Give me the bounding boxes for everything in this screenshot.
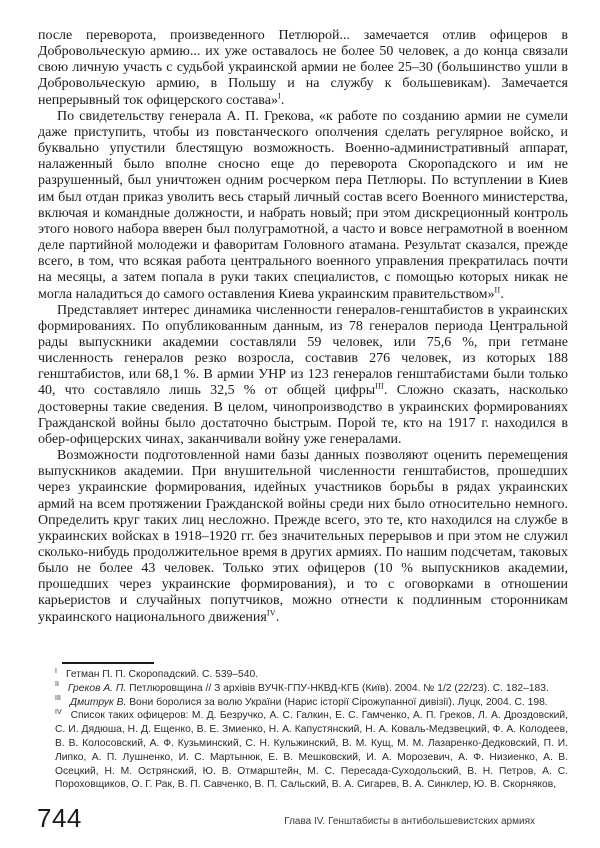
footnote-marker: I <box>55 667 57 675</box>
body-text <box>38 28 568 626</box>
footnote-reference: I <box>277 90 281 100</box>
paragraph: Возможности подготовленной нами базы данных позволяют оценить перемещения выпускников академии. При внушительной численности генштабистов, прошедших через украинские формирования, идейных участников борьбы в рядах украинских армий на всем протяжении Гражданской войны среди них было относительно немного. Определить круг таких лиц несложно. Прежде всего, это те, кто находился на службе в украинских войсках в 1918–1920 гг. без значительных перерывов и при этом не служил сколько-нибудь продолжительное время в других армиях. По нашим подсчетам, таковых было не более 43 человек. Только этих офицеров (10 % выпускников академии, прошедших через украинские формирования), и то с оговорками в отношении карьеристов и случайных попутчиков, можно отнести к подлинным сторонникам украинского национального движения$^{IV}$. <box>38 448 568 625</box>
paragraph: после переворота, произведенного Петлюрой... замечается отлив офицеров в Добровольческую армию... их уже оставалось не более 50 человек, а до конца связали свою личную участь с судьбой украинской армии не более 25–30 (большинство ушли в Добровольческую армию, в Польшу и на службу к большевикам). Замечается непрерывный ток офицерского состава»$^I$. <box>38 28 568 108</box>
footnote-separator-rule <box>62 662 154 664</box>
page-number: 744 <box>37 803 82 833</box>
footnote-marker: II <box>55 681 59 689</box>
running-title: Глава IV. Генштабисты в антибольшевистских армиях <box>284 816 535 827</box>
footnote-reference: II <box>494 284 501 294</box>
italic-text: Дмитрук В. <box>69 696 127 708</box>
footnote: $^{IV}$ Список таких офицеров: М. Д. Безручко, А. С. Галкин, Е. С. Гамченко, А. П. Греков, Л. А. Дроздовский, С. И. Дядюша, Н. Д. Ещенко, В. Е. Змиенко, Н. А. Капустянский, Н. А. Коваль-Медзвецкий, Ф. А. Колодеев, В. В. Колосовский, А. Ф. Кузьминский, С. Н. Кульжинский, В. М. Кущ, М. М. Лазаренко-Дедковский, П. И. Липко, А. П. Лушненко, И. С. Мартынюк, Е. В. Мешковский, И. А. Морозевич, А. Ф. Низиенко, А. В. Осецкий, Н. М. Острянский, Ю. В. Отмарштейн, М. С. Пересада-Суходольский, В. Н. Петров, А. С. Пороховщиков, О. Г. Рак, В. П. Савченко, В. П. Сальский, В. А. Сигарев, В. А. Синклер, Ю. В. Скорняков, <box>55 708 568 791</box>
footnote: $^{II}$ Греков А. П. Петлюровщина // З архівів ВУЧК-ГПУ-НКВД-КГБ (Київ). 2004. № 1/2 (22/23). С. 182–183. <box>55 681 549 694</box>
paragraph: Представляет интерес динамика численности генералов-генштабистов в украинских формированиях. По опубликованным данным, из 78 генералов периода Центральной рады выпускники академии составляли 59 человек, или 75,6 %, при гетмане численность генералов резко возросла, составив 276 человек, из которых 188 генштабистов, или 68,1 %. В армии УНР из 123 генералов генштабистами были только 40, что составляло лишь 32,5 % от общей цифры$^{III}$. Сложно сказать, насколько достоверны такие сведения. В целом, чинопроизводство в украинских формированиях Гражданской войны было достаточно быстрым. Порой те, кто на 1917 г. находился в обер-офицерских чинах, заканчивали войну уже генералами. <box>38 302 568 447</box>
footnote-marker: III <box>55 695 61 703</box>
footnote: $^I$ Гетман П. П. Скоропадский. С. 539–540. <box>55 667 259 680</box>
footnote-reference: IV <box>266 607 276 617</box>
italic-text: Греков А. П. <box>67 682 127 694</box>
footnotes-block <box>55 668 568 792</box>
footnote: $^{III}$ Дмитрук В. Вони боролися за волю України (Нарис історії Сірожупанної дивізії). Луцк, 2004. С. 198. <box>55 695 548 708</box>
footnote-reference: III <box>375 381 385 391</box>
footnote-marker: IV <box>55 708 62 716</box>
paragraph: По свидетельству генерала А. П. Грекова, «к работе по созданию армии не сумели даже приступить, чтобы из повстанческого ополчения сделать регулярное войско, и буквально упустили блестящую возможность. Военно-административный аппарат, налаженный было вполне сносно еще до переворота Скоропадского и им не разрушенный, был уничтожен одним росчерком пера Петлюры. По вступлении в Киев им был отдан приказ уволить весь старый личный состав всего Военного министерства, включая и командные должности, и набрать новый; при этом дискреционный контроль этого нового набора вверен был полуграмотной, а часто и вовсе неграмотной в военном деле партийной молодежи и фаворитам Головного атамана. Результат сказался, прежде всего, в том, что всякая работа центрального военного управления прекратилась почти на месяцы, а затем попала в руки таких специалистов, с помощью которых никак не могла наладиться до самого оставления Киева украинским правительством»$^{II}$. <box>38 108 568 302</box>
